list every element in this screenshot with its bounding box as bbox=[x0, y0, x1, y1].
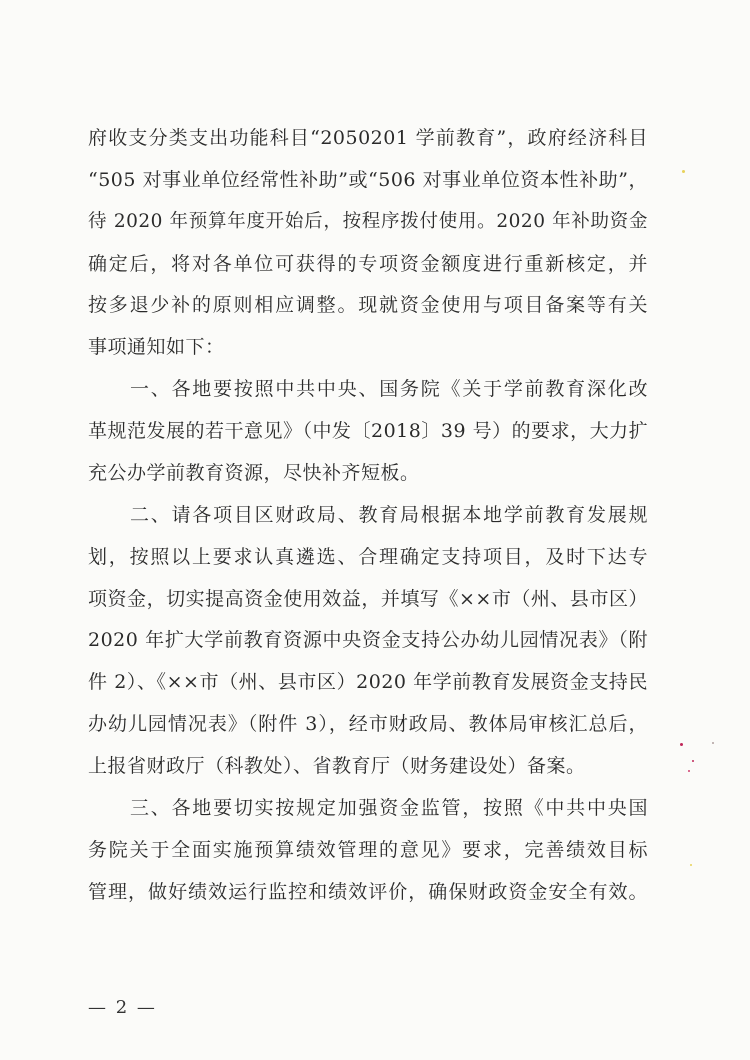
body-line: 上报省财政厅（科教处）、省教育厅（财务建设处）备案。 bbox=[88, 755, 586, 777]
scan-speck bbox=[690, 864, 692, 866]
page-number: — 2 — bbox=[88, 997, 157, 1018]
body-line: “505 对事业单位经常性补助”或“506 对事业单位资本性补助”， bbox=[88, 169, 648, 191]
body-line: 按多退少补的原则相应调整。现就资金使用与项目备案等有关 bbox=[88, 294, 648, 316]
body-line: 管理，做好绩效运行监控和绩效评价，确保财政资金安全有效。 bbox=[88, 881, 648, 903]
section-one-heading-line: 一、各地要按照中共中央、国务院《关于学前教育深化改 bbox=[130, 378, 648, 400]
section-three-heading-line: 三、各地要切实按规定加强资金监管，按照《中共中央国 bbox=[130, 797, 648, 819]
body-line: 革规范发展的若干意见》（中发〔2018〕39 号）的要求，大力扩 bbox=[88, 420, 649, 442]
section-two-heading-line: 二、请各项目区财政局、教育局根据本地学前教育发展规 bbox=[130, 504, 648, 526]
body-line: 务院关于全面实施预算绩效管理的意见》要求，完善绩效目标 bbox=[88, 839, 648, 861]
scan-speck bbox=[692, 760, 694, 762]
body-line: 件 2）、《××市（州、县市区）2020 年学前教育发展资金支持民 bbox=[88, 671, 648, 693]
body-line: 待 2020 年预算年度开始后，按程序拨付使用。2020 年补助资金 bbox=[88, 211, 648, 232]
scan-speck bbox=[682, 170, 685, 173]
body-line: 府收支分类支出功能科目“2050201 学前教育”，政府经济科目 bbox=[88, 127, 648, 149]
scan-speck bbox=[688, 770, 690, 772]
body-line: 项资金，切实提高资金使用效益，并填写《××市（州、县市区） bbox=[88, 588, 648, 610]
body-line: 办幼儿园情况表》（附件 3），经市财政局、教体局审核汇总后， bbox=[88, 713, 648, 735]
body-line: 充公办学前教育资源，尽快补齐短板。 bbox=[88, 462, 420, 484]
body-line: 2020 年扩大学前教育资源中央资金支持公办幼儿园情况表》（附 bbox=[88, 629, 648, 651]
scan-speck bbox=[712, 742, 714, 744]
body-line: 确定后，将对各单位可获得的专项资金额度进行重新核定，并 bbox=[88, 253, 648, 275]
body-line: 划，按照以上要求认真遴选、合理确定支持项目，及时下达专 bbox=[88, 546, 648, 568]
scan-speck bbox=[680, 743, 683, 746]
body-line: 事项通知如下： bbox=[88, 336, 225, 358]
